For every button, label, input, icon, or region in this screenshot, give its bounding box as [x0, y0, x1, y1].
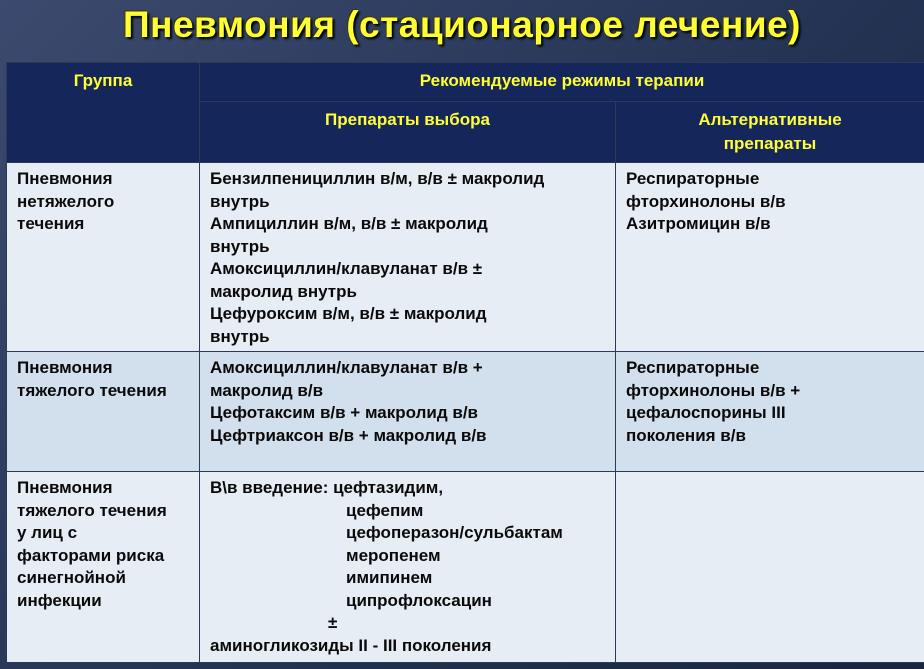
- preferred-cell: В\в введение: цефтазидим, цефепим цефоперазон/сульбактам меропенем имипинем ципрофлоксацин ± аминогликозиды II - III поколения: [200, 472, 616, 663]
- header-alternative: Альтернативные препараты: [616, 102, 924, 163]
- header-preferred: Препараты выбора: [200, 102, 616, 163]
- preferred-cell: Бензилпенициллин в/м, в/в ± макролид внутрь Ампициллин в/м, в/в ± макролид внутрь Амоксициллин/клавуланат в/в ± макролид внутрь Цефуроксим в/м, в/в ± макролид внутрь: [200, 163, 616, 352]
- table-row: [7, 352, 924, 472]
- table-row: [7, 472, 924, 663]
- group-cell: Пневмония тяжелого течения у лиц с факторами риска синегнойной инфекции: [7, 472, 200, 663]
- header-regimens: Рекомендуемые режимы терапии: [200, 63, 924, 102]
- alternative-cell-empty: [616, 472, 924, 663]
- slide-title: Пневмония (стационарное лечение): [123, 4, 801, 45]
- group-cell: Пневмония тяжелого течения: [7, 352, 200, 472]
- header-group: Группа: [7, 63, 200, 163]
- group-cell: Пневмония нетяжелого течения: [7, 163, 200, 352]
- preferred-cell: Амоксициллин/клавуланат в/в + макролид в/в Цефотаксим в/в + макролид в/в Цефтриаксон в/в + макролид в/в: [200, 352, 616, 472]
- table-row: [7, 163, 924, 352]
- alternative-cell: Респираторные фторхинолоны в/в + цефалоспорины III поколения в/в: [616, 352, 924, 472]
- therapy-table: [6, 62, 924, 663]
- alternative-cell: Респираторные фторхинолоны в/в Азитромицин в/в: [616, 163, 924, 352]
